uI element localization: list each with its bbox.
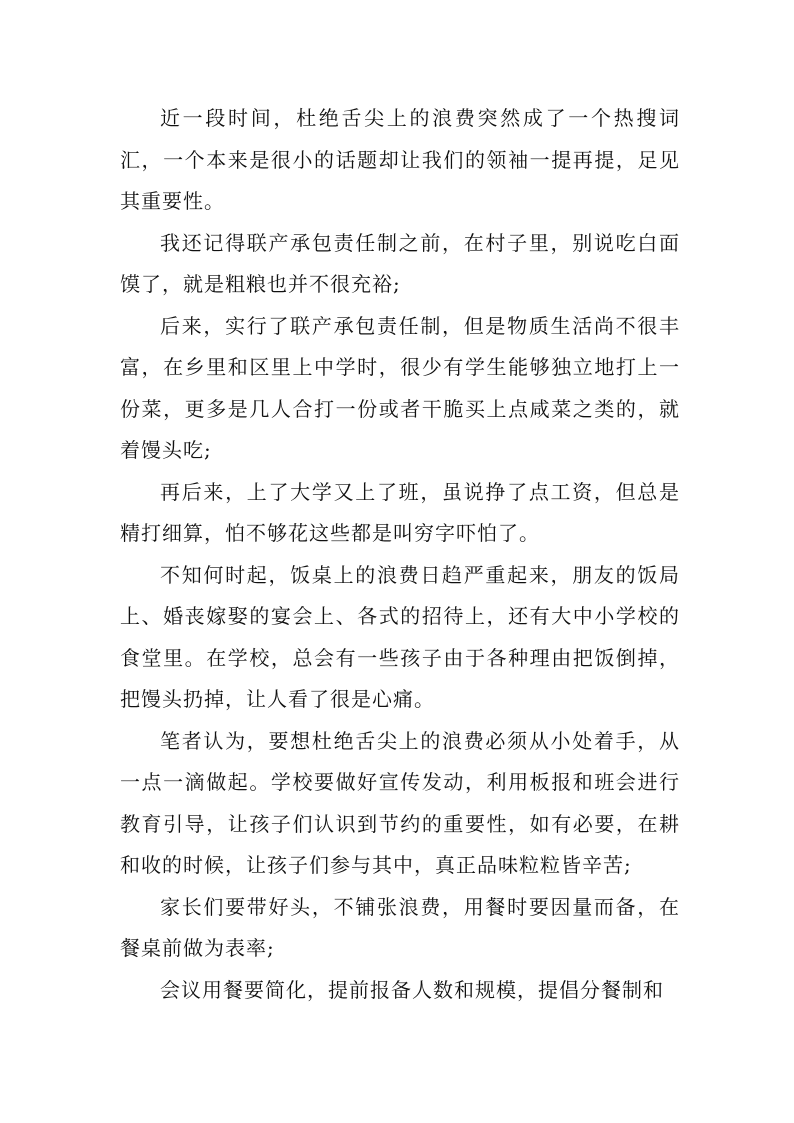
document-body xyxy=(120,98,680,1011)
paragraph-5: 不知何时起，饭桌上的浪费日趋严重起来，朋友的饭局上、婚丧嫁娶的宴会上、各式的招待上，还有大中小学校的食堂里。在学校，总会有一些孩子由于各种理由把饭倒掉，把馒头扔掉，让人看了很是心痛。 xyxy=(120,562,680,711)
paragraph-4: 再后来，上了大学又上了班，虽说挣了点工资，但总是精打细算，怕不够花这些都是叫穷字吓怕了。 xyxy=(120,479,680,545)
paragraph-1: 近一段时间，杜绝舌尖上的浪费突然成了一个热搜词汇，一个本来是很小的话题却让我们的领袖一提再提，足见其重要性。 xyxy=(120,106,680,213)
paragraph-3: 后来，实行了联产承包责任制，但是物质生活尚不很丰富，在乡里和区里上中学时，很少有学生能够独立地打上一份菜，更多是几人合打一份或者干脆买上点咸菜之类的，就着馒头吃; xyxy=(120,313,680,462)
paragraph-6: 笔者认为，要想杜绝舌尖上的浪费必须从小处着手，从一点一滴做起。学校要做好宣传发动，利用板报和班会进行教育引导，让孩子们认识到节约的重要性，如有必要，在耕和收的时候，让孩子们参与其中，真正品味粒粒皆辛苦; xyxy=(120,728,680,877)
paragraph-8: 会议用餐要简化，提前报备人数和规模，提倡分餐制和 xyxy=(160,977,664,1002)
paragraph-7: 家长们要带好头，不铺张浪费，用餐时要因量而备，在餐桌前做为表率; xyxy=(120,894,680,960)
paragraph-2: 我还记得联产承包责任制之前，在村子里，别说吃白面馍了，就是粗粮也并不很充裕; xyxy=(120,230,680,296)
